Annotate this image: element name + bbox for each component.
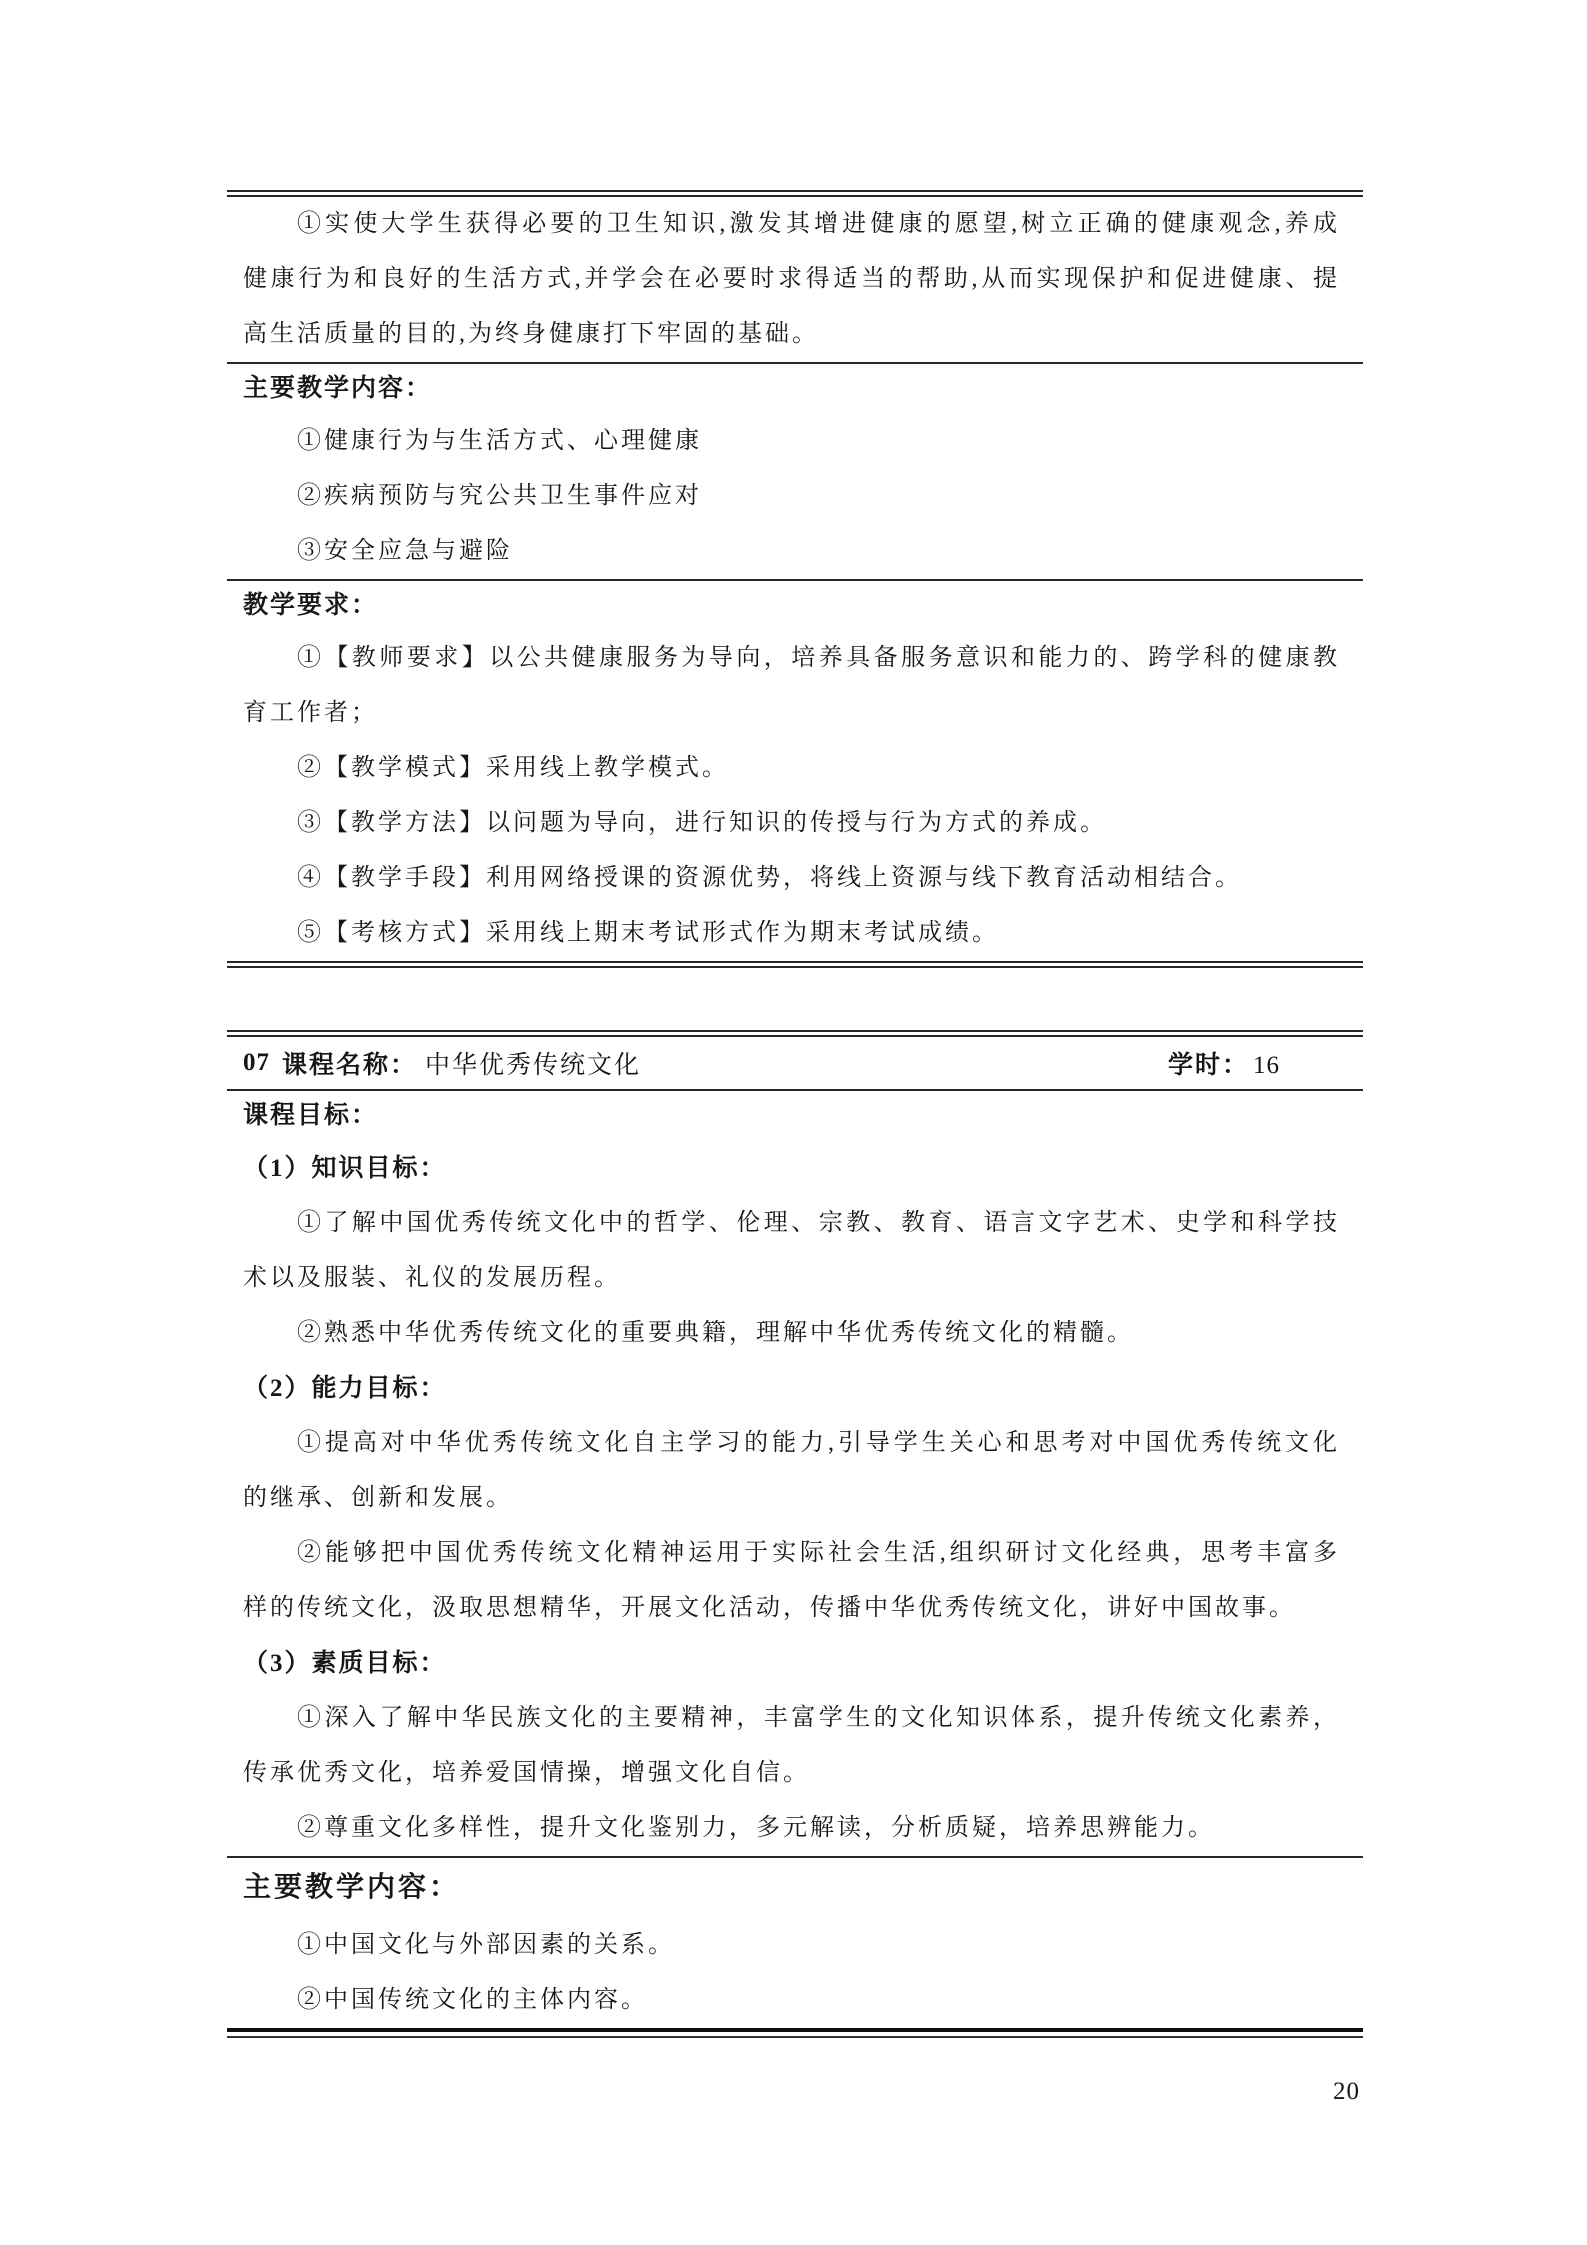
table-row: ①中国文化与外部因素的关系。 [297,1932,675,1958]
page-number: 20 [1333,2078,1360,2105]
course-06-rows [227,197,1363,961]
hours-label: 学时： [1167,1052,1249,1079]
table-row: ①深入了解中华民族文化的主要精神，丰富学生的文化知识体系，提升传统文化素养， [297,1705,1340,1731]
table-row: ②尊重文化多样性，提升文化鉴别力，多元解读，分析质疑，培养思辨能力。 [297,1815,1215,1841]
table-row: 健康行为和良好的生活方式,并学会在必要时求得适当的帮助,从而实现保护和促进健康、提 [243,266,1340,292]
section-heading: （3）素质目标： [243,1650,447,1677]
section-heading: 主要教学内容： [243,375,433,402]
table-row: 育工作者； [243,700,378,726]
table-row: ④【教学手段】利用网络授课的资源优势，将线上资源与线下教育活动相结合。 [297,865,1242,891]
table-row: ①实使大学生获得必要的卫生知识,激发其增进健康的愿望,树立正确的健康观念,养成 [297,211,1340,237]
table-row: ②疾病预防与究公共卫生事件应对 [297,483,702,509]
table-row: ⑤【考核方式】采用线上期末考试形式作为期末考试成绩。 [297,920,999,946]
table-row: ②【教学模式】采用线上教学模式。 [297,755,729,781]
table-row: ③【教学方法】以问题为导向，进行知识的传授与行为方式的养成。 [297,810,1107,836]
course-07-rows [227,1091,1363,2028]
section-heading: （2）能力目标： [243,1375,447,1402]
hours-value: 16 [1253,1052,1280,1079]
course-06-continuation-table [227,190,1363,968]
table-bottom-border-thick [227,2028,1363,2038]
course-header-row [227,1037,1363,1089]
table-bottom-border [227,961,1363,968]
table-row: ②熟悉中华优秀传统文化的重要典籍，理解中华优秀传统文化的精髓。 [297,1320,1134,1346]
table-row: ①【教师要求】以公共健康服务为导向，培养具备服务意识和能力的、跨学科的健康教 [297,645,1340,671]
table-top-border [227,190,1363,197]
course-number: 07 [243,1049,270,1076]
table-row: 样的传统文化，汲取思想精华，开展文化活动，传播中华优秀传统文化，讲好中国故事。 [243,1595,1296,1621]
table-row: ①了解中国优秀传统文化中的哲学、伦理、宗教、教育、语言文字艺术、史学和科学技 [297,1210,1340,1236]
table-row: 的继承、创新和发展。 [243,1485,513,1511]
course-hours [1168,1045,1280,1081]
table-row: 术以及服装、礼仪的发展历程。 [243,1265,621,1291]
table-row: ②中国传统文化的主体内容。 [297,1987,648,2013]
table-top-border [227,1030,1363,1037]
table-row: ①提高对中华优秀传统文化自主学习的能力,引导学生关心和思考对中国优秀传统文化 [297,1430,1340,1456]
table-row: ③安全应急与避险 [297,538,513,564]
section-heading: （1）知识目标： [243,1155,447,1182]
course-07-table [227,1030,1363,2038]
course-name-label: 课程名称： [282,1052,418,1079]
page-content [227,190,1363,2038]
table-row: ①健康行为与生活方式、心理健康 [297,428,702,454]
section-heading: 课程目标： [243,1102,379,1129]
table-row: 高生活质量的目的,为终身健康打下牢固的基础。 [243,321,819,347]
course-name: 中华优秀传统文化 [425,1052,642,1079]
section-heading: 主要教学内容： [243,1872,461,1903]
section-heading: 教学要求： [243,592,379,619]
table-gap [227,968,1363,1030]
table-row: ②能够把中国优秀传统文化精神运用于实际社会生活,组织研讨文化经典，思考丰富多 [297,1540,1340,1566]
table-row: 传承优秀文化，培养爱国情操，增强文化自信。 [243,1760,810,1786]
